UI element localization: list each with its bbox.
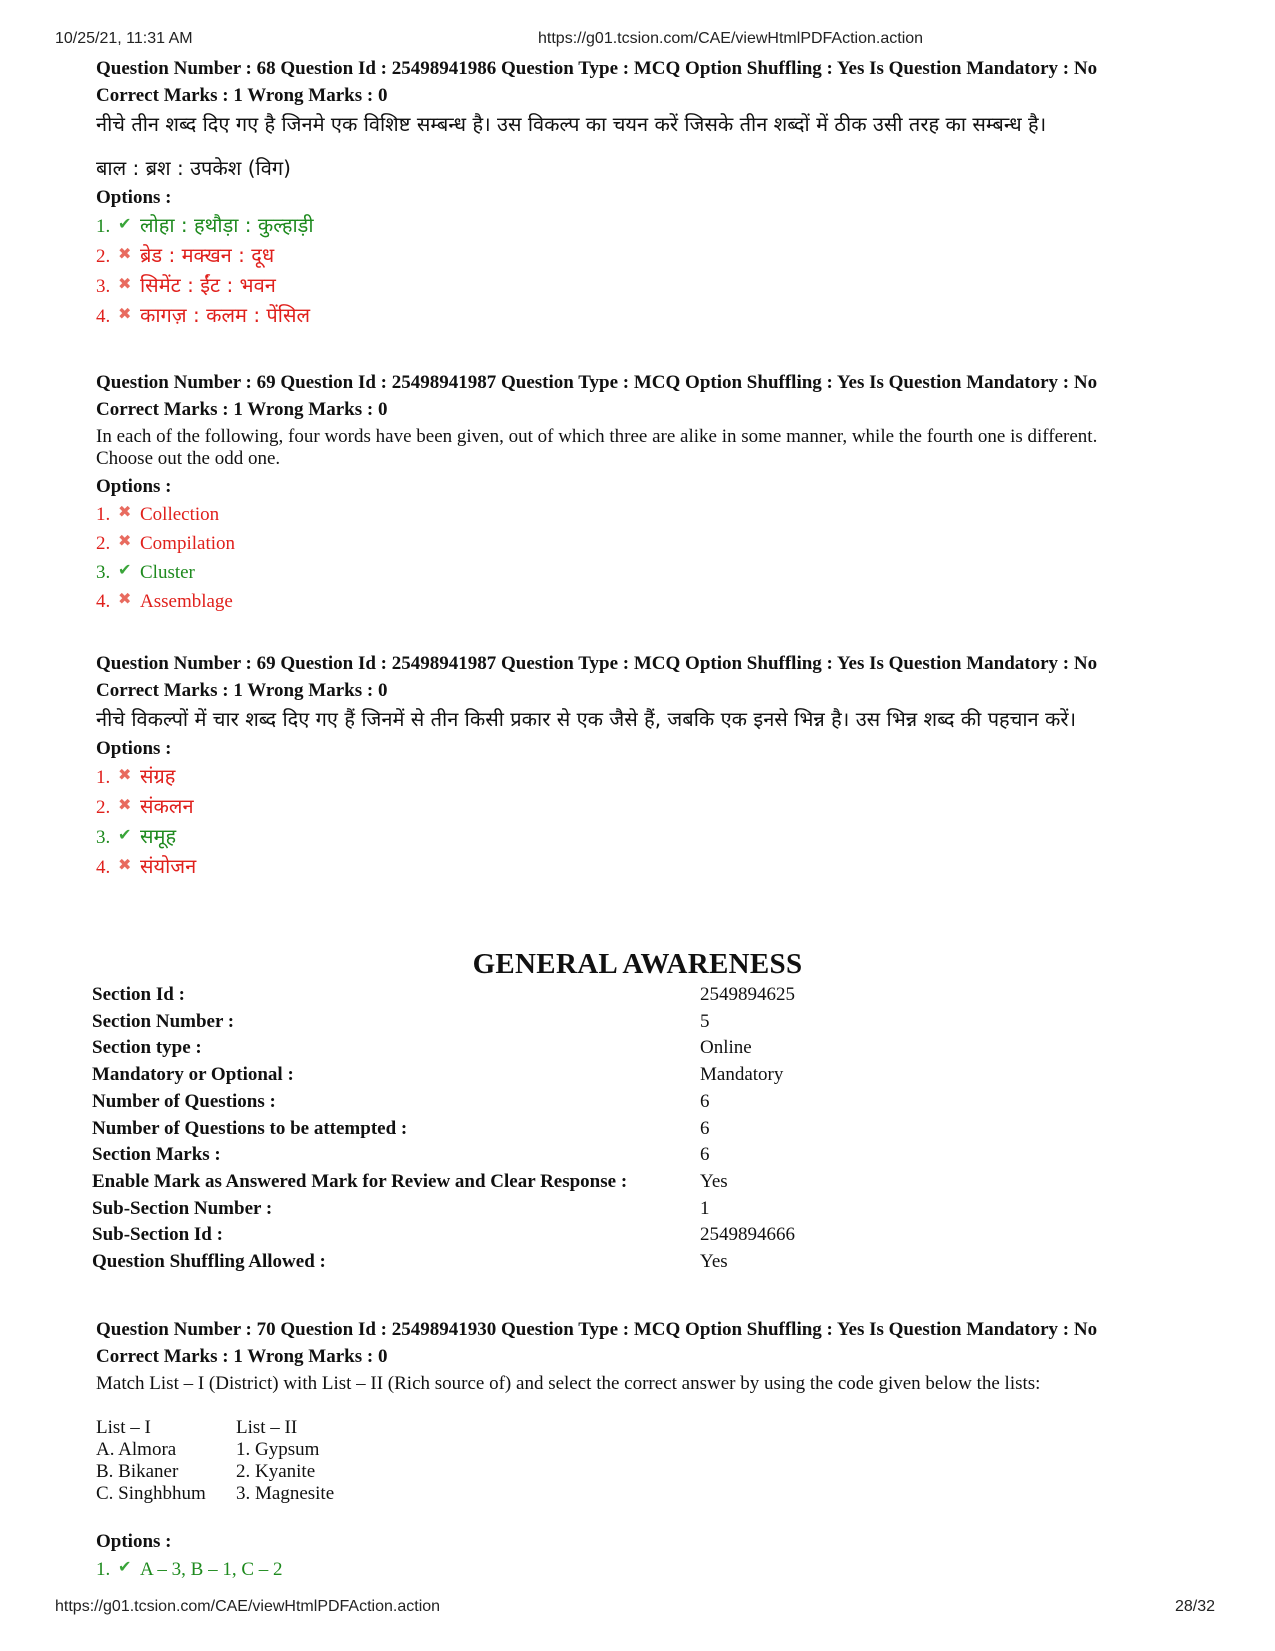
option-item	[96, 529, 1196, 558]
cross-icon: ✖	[118, 304, 132, 323]
info-label: Number of Questions :	[92, 1090, 276, 1112]
list-2-item: 1. Gypsum	[236, 1439, 320, 1460]
question-meta: Question Number : 69 Question Id : 25498941987 Question Type : MCQ Option Shuffling : Yes Is Question Mandatory : No	[96, 653, 1098, 674]
print-date: 10/25/21, 11:31 AM	[55, 30, 193, 47]
question-marks: Correct Marks : 1 Wrong Marks : 0	[96, 85, 388, 106]
list-2-item: List – II	[236, 1417, 298, 1438]
option-number: 2.	[96, 797, 111, 818]
list-1-item: List – I	[96, 1417, 151, 1438]
section-info-row	[92, 1169, 992, 1196]
question-marks: Correct Marks : 1 Wrong Marks : 0	[96, 399, 388, 420]
check-icon: ✔	[118, 825, 132, 844]
info-value: Online	[700, 1037, 752, 1059]
option-number: 3.	[96, 827, 111, 848]
option-item	[96, 271, 1196, 301]
option-number: 2.	[96, 533, 111, 554]
option-number: 1.	[96, 504, 111, 525]
info-value: 1	[700, 1197, 710, 1219]
option-text: A – 3, B – 1, C – 2	[140, 1559, 283, 1580]
section-info-row	[92, 1116, 992, 1143]
check-icon: ✔	[118, 214, 132, 233]
info-label: Section type :	[92, 1037, 202, 1059]
option-text: समूह	[140, 824, 177, 848]
info-label: Mandatory or Optional :	[92, 1064, 294, 1086]
info-value: 2549894666	[700, 1224, 795, 1246]
info-label: Number of Questions to be attempted :	[92, 1117, 408, 1139]
option-number: 4.	[96, 857, 111, 878]
info-label: Section Marks :	[92, 1144, 221, 1166]
section-info-row	[92, 1222, 992, 1249]
option-number: 2.	[96, 246, 111, 267]
option-number: 1.	[96, 767, 111, 788]
question-text-line1: In each of the following, four words have been given, out of which three are alike in some manner, while the fourth one is different.	[96, 426, 1098, 447]
option-text: ब्रेड : मक्खन : दूध	[140, 243, 275, 267]
page-number: 28/32	[1174, 1598, 1215, 1615]
info-label: Question Shuffling Allowed :	[92, 1251, 326, 1273]
options-label: Options :	[96, 476, 172, 497]
option-text: लोहा : हथौड़ा : कुल्हाड़ी	[140, 213, 314, 237]
info-value: 6	[700, 1144, 710, 1166]
match-row	[96, 1461, 1196, 1483]
cross-icon: ✖	[118, 502, 132, 521]
option-text: संकलन	[140, 794, 194, 818]
question-subtext: बाल : ब्रश : उपकेश (विग)	[96, 156, 291, 180]
option-text: Compilation	[140, 533, 235, 554]
cross-icon: ✖	[118, 855, 132, 874]
cross-icon: ✖	[118, 765, 132, 784]
section-info-row	[92, 1089, 992, 1116]
match-lists	[96, 1417, 1196, 1505]
cross-icon: ✖	[118, 531, 132, 550]
match-row	[96, 1483, 1196, 1505]
section-info-row	[92, 982, 992, 1009]
option-item	[96, 792, 1196, 822]
option-text: Cluster	[140, 562, 195, 583]
question-text: Match List – I (District) with List – II (Rich source of) and select the correct answer by using the code given below the lists:	[96, 1373, 1041, 1394]
option-text: Assemblage	[140, 591, 233, 612]
question-70	[96, 1316, 1196, 1584]
question-69-english	[96, 369, 1196, 616]
option-item	[96, 852, 1196, 882]
section-info-table	[92, 982, 992, 1276]
cross-icon: ✖	[118, 274, 132, 293]
option-text: संग्रह	[140, 764, 176, 788]
option-item	[96, 500, 1196, 529]
option-number: 1.	[96, 216, 111, 237]
info-value: Mandatory	[700, 1064, 784, 1086]
info-label: Section Id :	[92, 984, 185, 1005]
option-text: कागज़ : कलम : पेंसिल	[140, 303, 311, 327]
question-69-hindi	[96, 650, 1196, 882]
cross-icon: ✖	[118, 589, 132, 608]
question-marks: Correct Marks : 1 Wrong Marks : 0	[96, 1346, 388, 1367]
info-value: 6	[700, 1117, 710, 1139]
option-item	[96, 558, 1196, 587]
options-label: Options :	[96, 738, 172, 759]
option-number: 4.	[96, 591, 111, 612]
options-label: Options :	[96, 187, 172, 208]
match-row	[96, 1417, 1196, 1439]
question-marks: Correct Marks : 1 Wrong Marks : 0	[96, 680, 388, 701]
question-68	[96, 55, 1196, 331]
section-info-row	[92, 1196, 992, 1223]
option-item	[96, 1555, 1196, 1584]
option-text: संयोजन	[140, 854, 197, 878]
option-number: 3.	[96, 276, 111, 297]
info-label: Sub-Section Id :	[92, 1224, 223, 1246]
check-icon: ✔	[118, 560, 132, 579]
option-item	[96, 762, 1196, 792]
info-value: 2549894625	[700, 984, 795, 1005]
option-text: Collection	[140, 504, 220, 525]
section-info-row	[92, 1062, 992, 1089]
options-label: Options :	[96, 1531, 172, 1552]
section-info-row	[92, 1009, 992, 1036]
option-text: सिमेंट : ईंट : भवन	[140, 273, 276, 297]
option-number: 1.	[96, 1559, 111, 1580]
option-item	[96, 241, 1196, 271]
option-item	[96, 301, 1196, 331]
list-1-item: B. Bikaner	[96, 1461, 179, 1482]
question-meta: Question Number : 69 Question Id : 25498941987 Question Type : MCQ Option Shuffling : Yes Is Question Mandatory : No	[96, 372, 1098, 393]
info-value: Yes	[700, 1251, 728, 1273]
info-label: Sub-Section Number :	[92, 1197, 273, 1219]
question-meta: Question Number : 70 Question Id : 25498941930 Question Type : MCQ Option Shuffling : Yes Is Question Mandatory : No	[96, 1319, 1098, 1340]
cross-icon: ✖	[118, 244, 132, 263]
question-meta: Question Number : 68 Question Id : 25498941986 Question Type : MCQ Option Shuffling : Yes Is Question Mandatory : No	[96, 58, 1098, 79]
info-label: Section Number :	[92, 1010, 235, 1032]
question-text-line2: Choose out the odd one.	[96, 448, 281, 469]
option-number: 3.	[96, 562, 111, 583]
option-item	[96, 822, 1196, 852]
question-text: नीचे विकल्पों में चार शब्द दिए गए हैं जिनमें से तीन किसी प्रकार से एक जैसे हैं, जबकि एक इनसे भिन्न है। उस भिन्न शब्द की पहचान करें।	[96, 707, 1077, 731]
info-value: 6	[700, 1090, 710, 1112]
section-info-row	[92, 1142, 992, 1169]
list-1-item: A. Almora	[96, 1439, 177, 1460]
print-header-url: https://g01.tcsion.com/CAE/viewHtmlPDFAction.action	[538, 30, 924, 47]
list-2-item: 3. Magnesite	[236, 1483, 335, 1504]
section-info-row	[92, 1249, 992, 1276]
question-text: नीचे तीन शब्द दिए गए है जिनमे एक विशिष्ट सम्बन्ध है। उस विकल्प का चयन करें जिसके तीन शब्दों में ठीक उसी तरह का सम्बन्ध है।	[96, 112, 1047, 136]
info-label: Enable Mark as Answered Mark for Review and Clear Response :	[92, 1170, 628, 1192]
info-value: 5	[700, 1010, 710, 1032]
option-item	[96, 587, 1196, 616]
match-row	[96, 1439, 1196, 1461]
section-title: GENERAL AWARENESS	[472, 948, 803, 980]
check-icon: ✔	[118, 1557, 132, 1576]
cross-icon: ✖	[118, 795, 132, 814]
option-item	[96, 211, 1196, 241]
print-footer-url: https://g01.tcsion.com/CAE/viewHtmlPDFAction.action	[55, 1598, 441, 1615]
info-value: Yes	[700, 1170, 728, 1192]
option-number: 4.	[96, 306, 111, 327]
list-2-item: 2. Kyanite	[236, 1461, 316, 1482]
list-1-item: C. Singhbhum	[96, 1483, 206, 1504]
section-info-row	[92, 1035, 992, 1062]
